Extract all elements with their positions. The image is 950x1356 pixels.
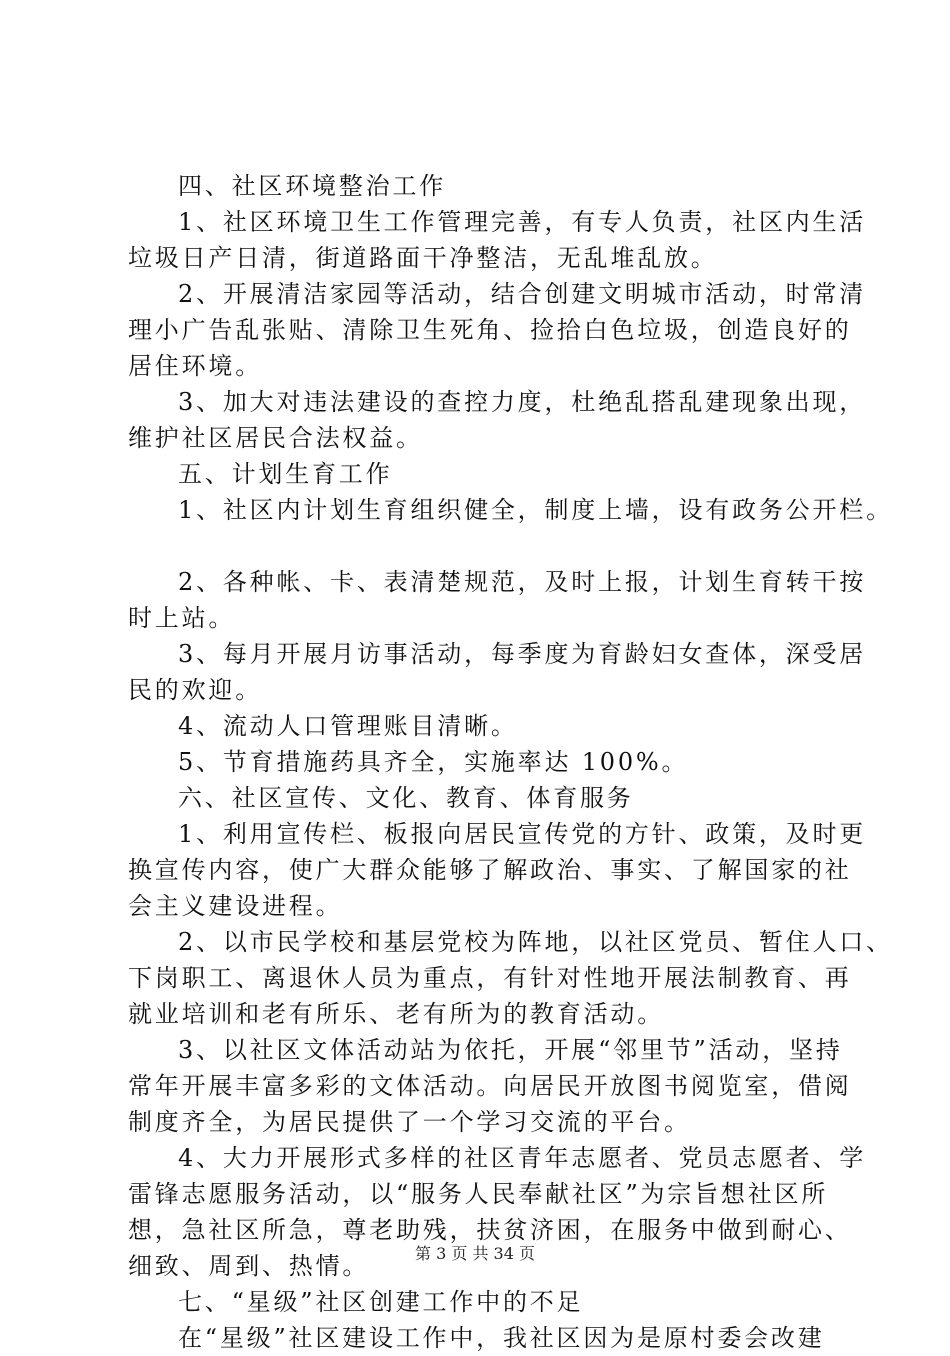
text-line: 4、流动人口管理账目清晰。 bbox=[178, 712, 518, 740]
text-line: 3、加大对违法建设的查控力度，杜绝乱搭乱建现象出现， bbox=[178, 388, 867, 416]
blank-line bbox=[128, 528, 840, 564]
section-heading-environment: 四、社区环境整治工作 bbox=[178, 172, 446, 200]
text-line: 下岗职工、离退休人员为重点，有针对性地开展法制教育、再 bbox=[128, 964, 852, 992]
section-heading-culture: 六、社区宣传、文化、教育、体育服务 bbox=[178, 784, 634, 812]
text-line: 雷锋志愿服务活动，以“服务人民奉献社区”为宗旨想社区所 bbox=[128, 1180, 829, 1208]
text-line: 2、各种帐、卡、表清楚规范，及时上报，计划生育转干按 bbox=[178, 568, 867, 596]
text-line: 2、开展清洁家园等活动，结合创建文明城市活动，时常清 bbox=[178, 280, 867, 308]
text-line: 居住环境。 bbox=[128, 352, 262, 380]
text-line: 理小广告乱张贴、清除卫生死角、捡拾白色垃圾，创造良好的 bbox=[128, 316, 852, 344]
text-line: 制度齐全，为居民提供了一个学习交流的平台。 bbox=[128, 1108, 691, 1136]
page-number-footer: 第 3 页 共 34 页 bbox=[415, 1244, 535, 1263]
text-line: 维护社区居民合法权益。 bbox=[128, 424, 423, 452]
text-line: 垃圾日产日清，街道路面干净整洁，无乱堆乱放。 bbox=[128, 244, 718, 272]
text-line: 会主义建设进程。 bbox=[128, 892, 343, 920]
text-line: 想，急社区所急，尊老助残，扶贫济困，在服务中做到耐心、 bbox=[128, 1216, 852, 1244]
text-line: 时上站。 bbox=[128, 604, 236, 632]
text-line: 5、节育措施药具齐全，实施率达 100%。 bbox=[178, 748, 689, 776]
text-line: 2、以市民学校和基层党校为阵地，以社区党员、暂住人口、 bbox=[178, 928, 893, 956]
text-line: 3、每月开展月访事活动，每季度为育龄妇女查体，深受居 bbox=[178, 640, 867, 668]
section-heading-family-planning: 五、计划生育工作 bbox=[178, 460, 393, 488]
text-line: 就业培训和老有所乐、老有所为的教育活动。 bbox=[128, 1000, 664, 1028]
text-line: 4、大力开展形式多样的社区青年志愿者、党员志愿者、学 bbox=[178, 1144, 867, 1172]
text-line: 民的欢迎。 bbox=[128, 676, 262, 704]
text-line: 1、社区环境卫生工作管理完善，有专人负责，社区内生活 bbox=[178, 208, 867, 236]
text-line: 在“星级”社区建设工作中，我社区因为是原村委会改建 bbox=[178, 1324, 825, 1352]
section-heading-shortcomings: 七、“星级”社区创建工作中的不足 bbox=[178, 1288, 584, 1316]
text-line: 1、社区内计划生育组织健全，制度上墙，设有政务公开栏。 bbox=[178, 496, 893, 524]
document-body bbox=[128, 168, 893, 1356]
text-line: 3、以社区文体活动站为依托，开展“邻里节”活动，坚持 bbox=[178, 1036, 843, 1064]
text-line: 常年开展丰富多彩的文体活动。向居民开放图书阅览室，借阅 bbox=[128, 1072, 852, 1100]
text-line: 换宣传内容，使广大群众能够了解政治、事实、了解国家的社 bbox=[128, 856, 852, 884]
text-line: 1、利用宣传栏、板报向居民宣传党的方针、政策，及时更 bbox=[178, 820, 867, 848]
text-line: 细致、周到、热情。 bbox=[128, 1252, 370, 1280]
